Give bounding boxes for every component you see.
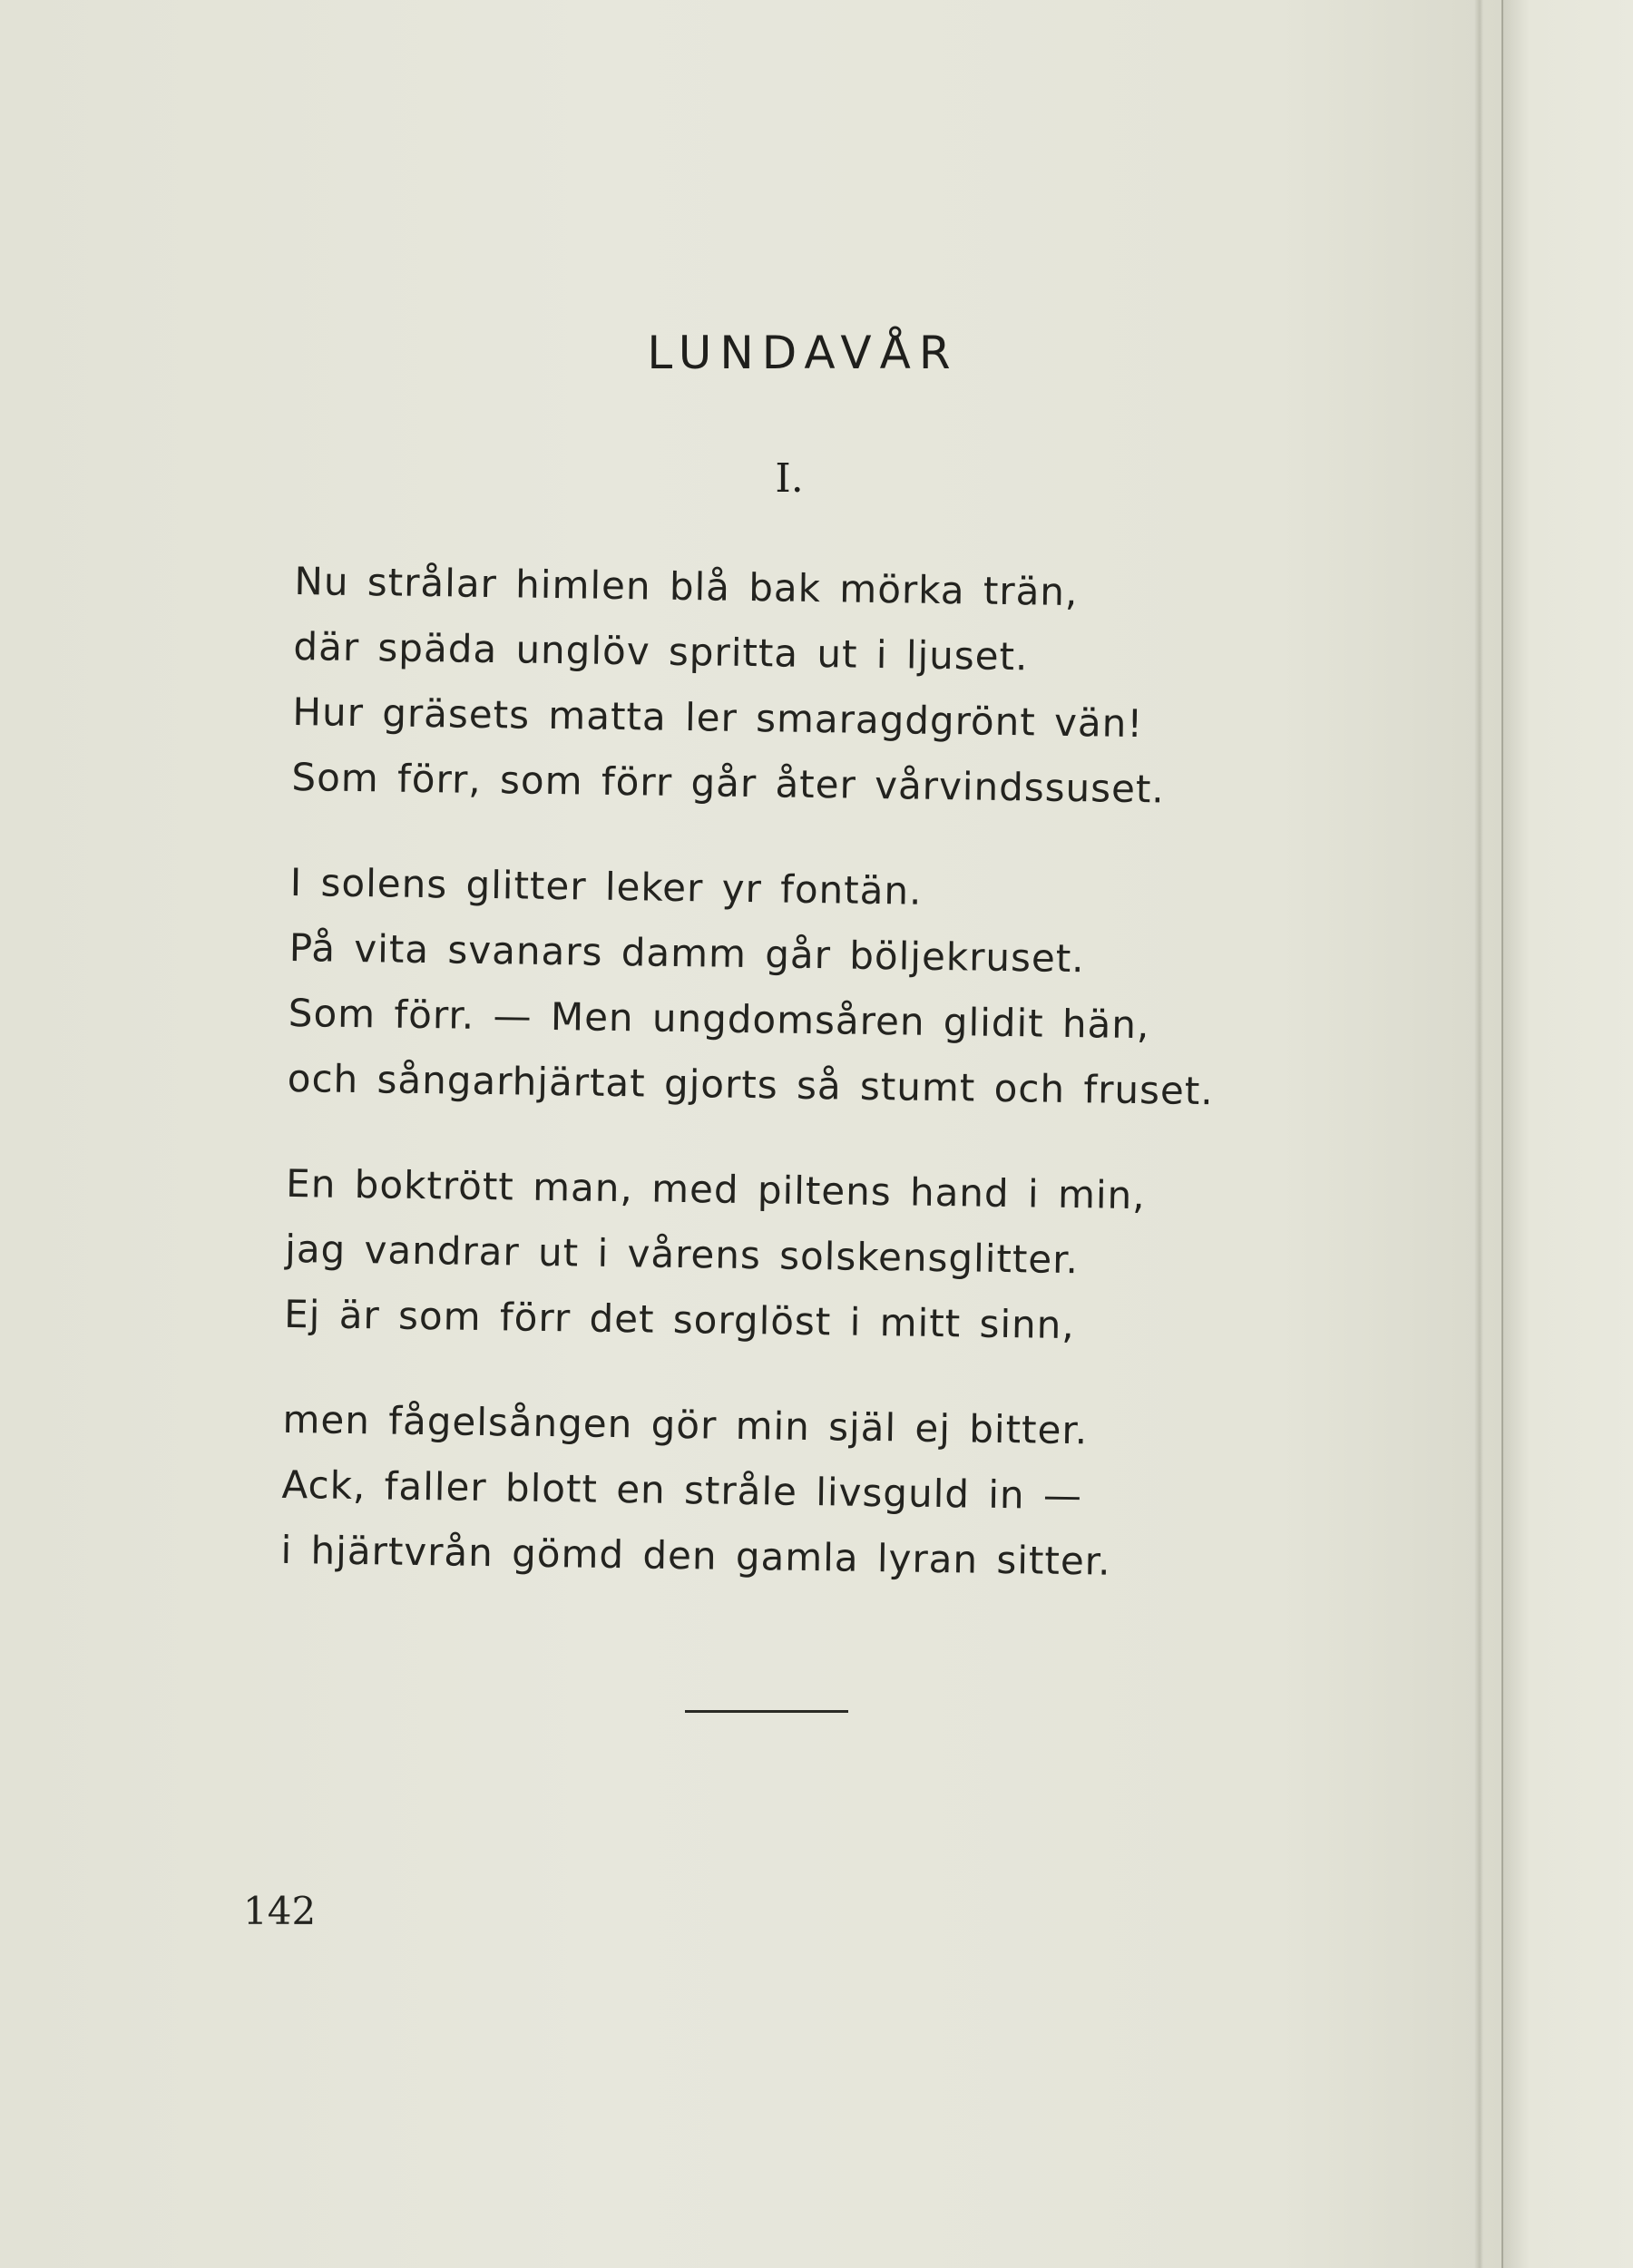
poem-line: men fågelsången gör min själ ej bitter. <box>282 1396 1089 1453</box>
end-rule <box>685 1710 848 1713</box>
poem-line: Ej är som förr det sorglöst i mitt sinn, <box>283 1291 1076 1348</box>
poem-line: jag vandrar ut i vårens solskensglitter. <box>284 1226 1080 1283</box>
adjacent-page-edge <box>1501 0 1633 2268</box>
poem-line: i hjärtvrån gömd den gamla lyran sitter. <box>280 1527 1111 1584</box>
poem-line: En boktrött man, med piltens hand i min, <box>285 1160 1146 1218</box>
poem-line: Hur gräsets matta ler smaragdgrönt vän! <box>292 689 1144 747</box>
poem-line: I solens glitter leker yr fontän. <box>289 859 923 914</box>
poem-line: Som förr. — Men ungdomsåren glidit hän, <box>288 990 1150 1048</box>
poem-title: LUNDAVÅR <box>647 327 959 379</box>
stanza-4 <box>280 1387 1281 1597</box>
stanza-1 <box>291 549 1293 824</box>
poem-line: där späda unglöv spritta ut i ljuset. <box>293 623 1029 679</box>
poem-body <box>279 549 1292 1637</box>
stanza-2 <box>287 850 1288 1125</box>
poem-line: På vita svanars damm går böljekruset. <box>288 924 1085 982</box>
poem-line: Som förr, som förr går åter vårvindssuset. <box>291 754 1166 812</box>
poem-line: och sångarhjärtat gjorts så stumt och fruset. <box>287 1055 1214 1114</box>
poem-line: Nu strålar himlen blå bak mörka trän, <box>294 558 1079 615</box>
page-number: 142 <box>243 1889 317 1933</box>
poem-line: Ack, faller blott en stråle livsguld in — <box>281 1461 1083 1519</box>
stanza-3 <box>284 1151 1285 1361</box>
section-number: I. <box>775 455 804 502</box>
